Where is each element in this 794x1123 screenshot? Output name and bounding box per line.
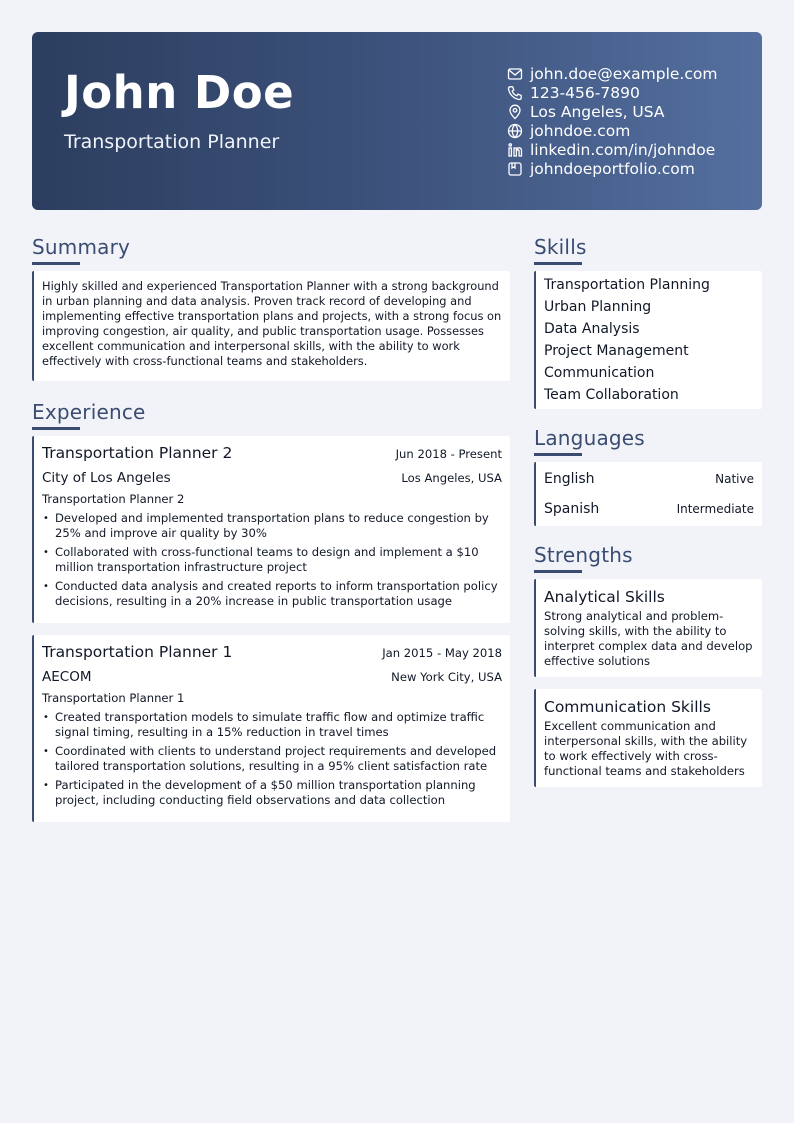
summary-divider xyxy=(32,262,80,265)
job-company: AECOM xyxy=(42,669,92,685)
contact-email[interactable] xyxy=(506,64,717,83)
job-title: Transportation Planner 2 xyxy=(42,444,233,462)
language-level: Intermediate xyxy=(676,502,754,516)
job-bullets xyxy=(42,511,502,609)
job-bullet: • Coordinated with clients to understand project requirements and developed tailored transportation solutions, resulting in a 95% client satisfaction rate xyxy=(42,744,502,774)
job-date: Jun 2018 - Present xyxy=(395,447,502,461)
experience-divider xyxy=(32,427,80,430)
job-card xyxy=(32,436,510,623)
job-bullet: • Conducted data analysis and created reports to inform transportation policy decisions, resulting in a 20% increase in public transportation usage xyxy=(42,579,502,609)
skills-heading: Skills xyxy=(534,235,587,259)
contact-location xyxy=(506,102,717,121)
phone-icon xyxy=(506,85,524,101)
job-bullet: • Created transportation models to simulate traffic flow and optimize traffic signal timing, resulting in a 15% reduction in travel times xyxy=(42,710,502,740)
job-bullet: • Collaborated with cross-functional teams to design and implement a $10 million transportation infrastructure project xyxy=(42,545,502,575)
skill-item: Project Management xyxy=(544,343,689,359)
skill-item: Urban Planning xyxy=(544,299,652,315)
job-subtitle: Transportation Planner 2 xyxy=(42,492,185,506)
skill-item: Data Analysis xyxy=(544,321,640,337)
language-name: Spanish xyxy=(544,501,600,517)
strength-title: Analytical Skills xyxy=(544,588,665,606)
job-title: Transportation Planner 1 xyxy=(42,643,233,661)
skills-card xyxy=(534,271,762,409)
languages-divider xyxy=(534,453,582,456)
job-header xyxy=(42,444,502,462)
candidate-name: John Doe xyxy=(64,66,295,119)
summary-card xyxy=(32,271,510,381)
globe-icon xyxy=(506,123,524,139)
job-location: New York City, USA xyxy=(391,670,502,684)
languages-heading: Languages xyxy=(534,426,645,450)
job-bullet: • Participated in the development of a $50 million transportation planning project, including conducting field observations and data collection xyxy=(42,778,502,808)
contact-website[interactable] xyxy=(506,121,717,140)
language-row xyxy=(544,494,754,524)
contact-linkedin-text: linkedin.com/in/johndoe xyxy=(530,140,716,159)
skills-divider xyxy=(534,262,582,265)
language-row xyxy=(544,464,754,494)
job-bullet: • Developed and implemented transportation plans to reduce congestion by 25% and improve air quality by 30% xyxy=(42,511,502,541)
skill-item: Communication xyxy=(544,365,655,381)
strength-description: Strong analytical and problem-solving skills, with the ability to interpret complex data and develop effective solutions xyxy=(544,609,753,668)
job-company: City of Los Angeles xyxy=(42,470,171,486)
job-location: Los Angeles, USA xyxy=(401,471,502,485)
strength-card xyxy=(534,689,762,787)
strength-card xyxy=(534,579,762,677)
strengths-heading: Strengths xyxy=(534,543,633,567)
contact-linkedin[interactable] xyxy=(506,140,717,159)
job-subtitle: Transportation Planner 1 xyxy=(42,691,185,705)
summary-text: Highly skilled and experienced Transportation Planner with a strong background in urban planning and data analysis. Proven track record of developing and implementing effective transportation plans and projects, with a strong focus on improving congestion, air quality, and public transportation usage. Possesses excellent communication and interpersonal skills, with the ability to work effectively with cross-functional teams and stakeholders. xyxy=(42,279,502,368)
job-bullets xyxy=(42,710,502,808)
main-column xyxy=(32,234,510,834)
location-icon xyxy=(506,104,524,120)
linkedin-icon xyxy=(506,142,524,158)
language-name: English xyxy=(544,471,595,487)
summary-heading: Summary xyxy=(32,235,131,259)
contact-website-text: johndoe.com xyxy=(530,121,631,140)
skill-item: Team Collaboration xyxy=(544,387,679,403)
strength-title: Communication Skills xyxy=(544,698,711,716)
mail-icon xyxy=(506,66,524,82)
strength-description: Excellent communication and interpersonal skills, with the ability to work effectively with cross-functional teams and stakeholders xyxy=(544,719,748,778)
portfolio-icon xyxy=(506,161,524,177)
candidate-title: Transportation Planner xyxy=(64,131,280,153)
contact-list xyxy=(506,64,717,178)
skill-item: Transportation Planning xyxy=(544,277,710,293)
job-date: Jan 2015 - May 2018 xyxy=(382,646,502,660)
experience-heading: Experience xyxy=(32,400,146,424)
job-meta xyxy=(42,669,502,685)
contact-portfolio[interactable] xyxy=(506,159,717,178)
strengths-divider xyxy=(534,570,582,573)
languages-card xyxy=(534,462,762,526)
resume-header xyxy=(32,32,762,210)
job-meta xyxy=(42,470,502,486)
contact-location-text: Los Angeles, USA xyxy=(530,102,665,121)
contact-phone[interactable] xyxy=(506,83,717,102)
job-header xyxy=(42,643,502,661)
contact-email-text: john.doe@example.com xyxy=(530,64,718,83)
job-card xyxy=(32,635,510,822)
side-column xyxy=(534,234,762,799)
contact-phone-text: 123-456-7890 xyxy=(530,83,640,102)
language-level: Native xyxy=(715,472,754,486)
contact-portfolio-text: johndoeportfolio.com xyxy=(530,159,695,178)
